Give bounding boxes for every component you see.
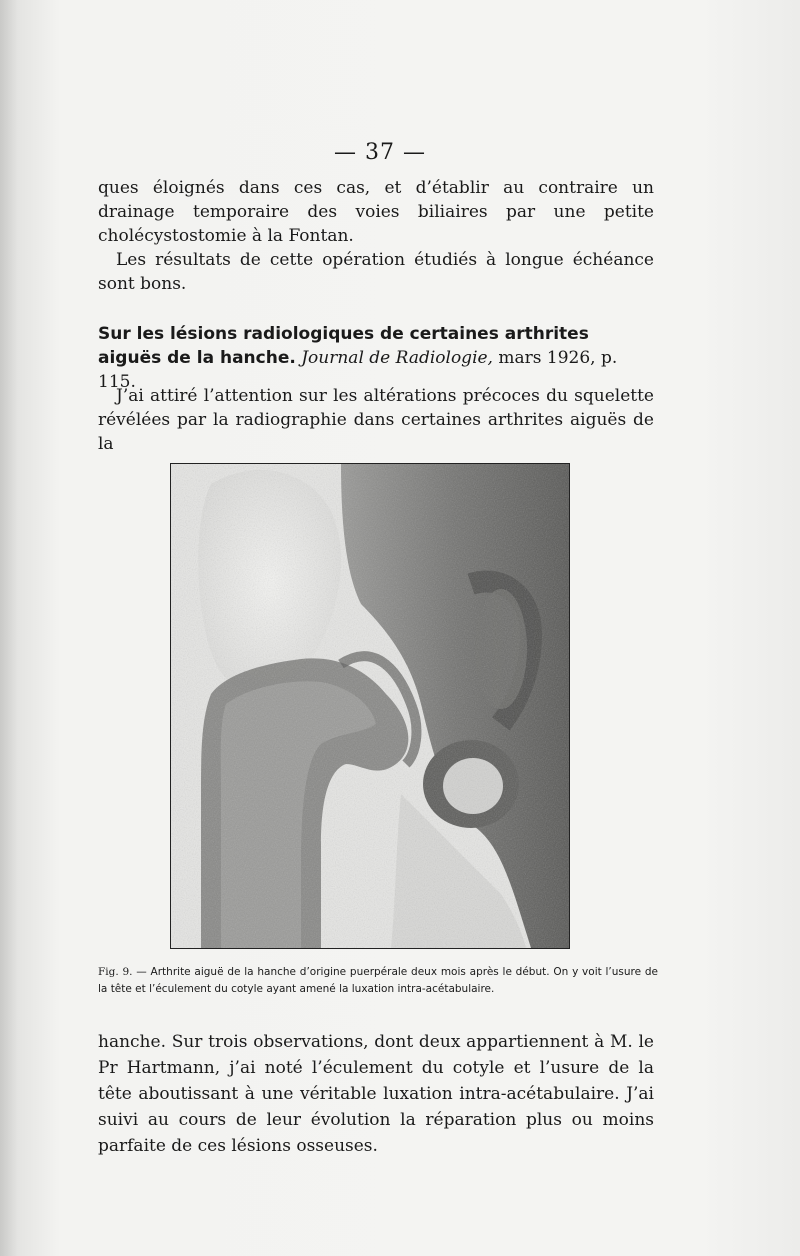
section-title: Sur les lésions radiologiques de certaines arthrites aiguës de la hanche. — [98, 324, 589, 368]
paragraph-attention: J’ai attiré l’attention sur les altérations précoces du squelette révélées par la radiographie dans certaines arthrites aiguës de la — [98, 386, 654, 454]
paragraph-biliary-drainage: ques éloignés dans ces cas, et d’établir au contraire un drainage temporaire des voies biliaires par une petite cholécystostomie à la Fontan. — [98, 178, 654, 246]
paragraph-observations: hanche. Sur trois observations, dont deux appartiennent à M. le Pr Hartmann, j’ai noté l’éculement du cotyle et l’usure de la tête aboutissant à une véritable luxation intra-acétabulaire. J’ai suivi au cours de leur évolution la réparation plus ou moins parfaite de ces lésions osseuses. — [98, 1032, 654, 1156]
figure-caption-text: — Arthrite aiguë de la hanche d’origine puerpérale deux mois après le début. On y voit l’usure de la tête et l’éculement du cotyle ayant amené la luxation intra-acétabulaire. — [98, 966, 658, 995]
page-number: — 37 — — [334, 140, 426, 165]
journal-citation: mars 1926, p. 115. — [98, 348, 618, 392]
radiograph-figure — [170, 463, 570, 949]
figure-label: Fig. 9. — [98, 966, 133, 978]
journal-name: Journal de Radiologie, — [301, 348, 493, 368]
figure-caption — [98, 964, 658, 998]
paragraph-results: Les résultats de cette opération étudiés à longue échéance sont bons. — [98, 250, 654, 294]
hip-radiograph-image — [171, 464, 569, 948]
